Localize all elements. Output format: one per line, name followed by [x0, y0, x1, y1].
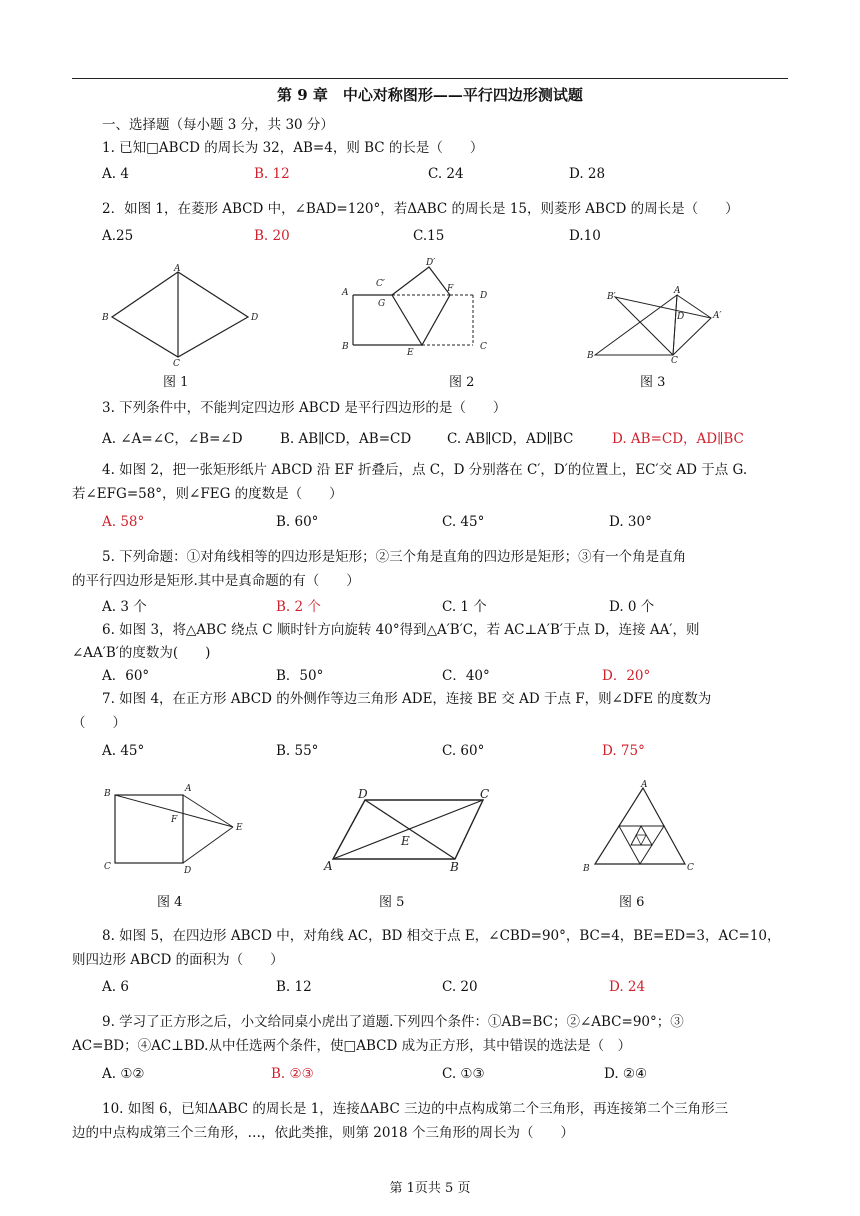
- fig6-label: B: [583, 864, 590, 874]
- fig2-label: G: [378, 299, 386, 309]
- fig2-label: D: [480, 291, 488, 301]
- question-10-stem-line1: 10. 如图 6，已知ΔABC 的周长是 1，连接ΔABC 三边的中点构成第二个三角形，再连接第二个三角形三: [102, 1101, 729, 1117]
- q1-option-a: A. 4: [102, 166, 129, 182]
- q5-option-b: B. 2 个: [276, 599, 321, 615]
- fig4-label: C: [104, 862, 111, 872]
- question-4-stem-line1: 4. 如图 2，把一张矩形纸片 ABCD 沿 EF 折叠后，点 C，D 分别落在 C′，D′的位置上，EC′交 AD 于点 G.: [102, 462, 748, 478]
- q2-option-b: B. 20: [254, 228, 290, 244]
- q2-option-c: C.15: [413, 228, 445, 244]
- fig1-label: A: [174, 264, 181, 274]
- figure-1-caption: 图 1: [163, 375, 189, 390]
- fig4-label: D: [184, 866, 192, 876]
- question-6-stem-line1: 6. 如图 3，将△ABC 绕点 C 顺时针方向旋转 40°得到△A′B′C，若 AC⊥A′B′于点 D，连接 AA′，则: [102, 622, 700, 638]
- figure-5-caption: 图 5: [379, 895, 405, 910]
- fig2-label: B: [342, 342, 349, 352]
- fig2-label: C′: [376, 279, 385, 289]
- q3-option-a: A. ∠A=∠C，∠B=∠D: [102, 431, 243, 447]
- fig5-label: B: [450, 860, 459, 874]
- fig5-label: D: [358, 787, 368, 801]
- question-10-stem-line2: 边的中点构成第三个三角形，…，依此类推，则第 2018 个三角形的周长为（ ）: [72, 1125, 574, 1141]
- q6-option-d: D．20°: [602, 668, 651, 684]
- q5-option-d: D. 0 个: [609, 599, 655, 615]
- question-7-stem-line1: 7. 如图 4，在正方形 ABCD 的外侧作等边三角形 ADE，连接 BE 交 AD 于点 F，则∠DFE 的度数为: [102, 691, 712, 707]
- fig3-label: B′: [607, 292, 616, 302]
- fig4-label: F: [171, 815, 178, 825]
- q6-option-a: A．60°: [102, 668, 150, 684]
- q1-option-d: D. 28: [569, 166, 606, 182]
- q4-option-d: D. 30°: [609, 514, 652, 530]
- figure-4-square-triangle: [100, 780, 260, 880]
- fig1-label: D: [251, 313, 259, 323]
- q2-option-a: A.25: [102, 228, 134, 244]
- fig4-label: A: [185, 784, 192, 794]
- q9-option-b: B. ②③: [271, 1066, 314, 1082]
- q7-option-d: D. 75°: [602, 743, 645, 759]
- q8-option-a: A. 6: [102, 979, 129, 995]
- question-8-stem-line2: 则四边形 ABCD 的面积为（ ）: [72, 952, 284, 968]
- question-5-stem-line1: 5. 下列命题：①对角线相等的四边形是矩形；②三个角是直角的四边形是矩形；③有一个角是直角: [102, 549, 687, 565]
- q8-option-c: C. 20: [442, 979, 478, 995]
- figure-3-rotation: [585, 285, 735, 370]
- figure-4-caption: 图 4: [157, 895, 183, 910]
- q5-option-a: A. 3 个: [102, 599, 147, 615]
- fig2-label: A: [342, 288, 349, 298]
- question-8-stem-line1: 8. 如图 5，在四边形 ABCD 中，对角线 AC，BD 相交于点 E，∠CBD=90°，BC=4，BE=ED=3，AC=10，: [102, 928, 781, 944]
- q6-option-c: C．40°: [442, 668, 490, 684]
- q5-option-c: C. 1 个: [442, 599, 487, 615]
- fig5-label: A: [324, 859, 333, 873]
- q3-option-d: D. AB=CD，AD∥BC: [612, 431, 744, 447]
- section-heading: 一、选择题（每小题 3 分，共 30 分）: [102, 117, 334, 133]
- q4-option-a: A. 58°: [102, 514, 145, 530]
- fig2-label: D′: [426, 258, 436, 268]
- q3-option-c: C. AB∥CD，AD∥BC: [447, 431, 574, 447]
- figure-6-nested-triangles: [580, 778, 694, 878]
- q4-option-b: B. 60°: [276, 514, 319, 530]
- fig3-label: C: [671, 356, 678, 366]
- figure-6-caption: 图 6: [619, 895, 645, 910]
- fig3-label: A′: [713, 311, 722, 321]
- q9-option-c: C. ①③: [442, 1066, 485, 1082]
- fig1-label: C: [173, 359, 180, 369]
- figure-2-caption: 图 2: [449, 375, 475, 390]
- fig3-label: A: [674, 286, 681, 296]
- q7-option-b: B. 55°: [276, 743, 319, 759]
- figure-1-rhombus: [100, 262, 270, 368]
- figure-3-caption: 图 3: [640, 375, 666, 390]
- q8-option-d: D. 24: [609, 979, 646, 995]
- question-9-stem-line2: AC=BD；④AC⊥BD.从中任选两个条件，使□ABCD 成为正方形，其中错误的选法是（ ）: [72, 1038, 632, 1054]
- fig3-label: D: [677, 312, 685, 322]
- fig5-label: C: [480, 787, 490, 801]
- fig2-label: C: [480, 342, 487, 352]
- fig6-label: C: [687, 863, 694, 873]
- q1-option-b: B. 12: [254, 166, 290, 182]
- figure-5-quadrilateral: [320, 785, 500, 880]
- q3-option-b: B. AB∥CD，AB=CD: [280, 431, 412, 447]
- question-4-stem-line2: 若∠EFG=58°，则∠FEG 的度数是（ ）: [72, 486, 343, 502]
- question-1-stem: 1. 已知□ABCD 的周长为 32，AB=4，则 BC 的长是（ ）: [102, 140, 484, 156]
- fig6-label: A: [641, 780, 648, 790]
- question-6-stem-line2: ∠AA′B′的度数为( ): [72, 645, 211, 661]
- fig4-label: E: [236, 823, 243, 833]
- page-title: 第 9 章 中心对称图形——平行四边形测试题: [277, 86, 583, 104]
- fig3-label: B: [587, 351, 594, 361]
- fig5-label: E: [401, 834, 410, 848]
- header-rule: [72, 78, 788, 79]
- q2-option-d: D.10: [569, 228, 601, 244]
- q8-option-b: B. 12: [276, 979, 312, 995]
- q9-option-d: D. ②④: [604, 1066, 648, 1082]
- page-footer: 第 1页共 5 页: [389, 1181, 471, 1196]
- figure-2-folded-rectangle: [340, 255, 500, 365]
- fig2-label: F: [447, 284, 454, 294]
- question-3-stem: 3. 下列条件中，不能判定四边形 ABCD 是平行四边形的是（ ）: [102, 400, 507, 416]
- q6-option-b: B．50°: [276, 668, 324, 684]
- q4-option-c: C. 45°: [442, 514, 485, 530]
- fig2-label: E: [407, 348, 414, 358]
- q7-option-a: A. 45°: [102, 743, 145, 759]
- fig4-label: B: [104, 789, 111, 799]
- fig1-label: B: [102, 313, 109, 323]
- q1-option-c: C. 24: [428, 166, 464, 182]
- question-7-stem-line2: （ ）: [72, 715, 126, 731]
- question-9-stem-line1: 9. 学习了正方形之后，小文给同桌小虎出了道题.下列四个条件：①AB=BC；②∠ABC=90°；③: [102, 1014, 684, 1030]
- question-5-stem-line2: 的平行四边形是矩形.其中是真命题的有（ ）: [72, 573, 360, 589]
- q7-option-c: C. 60°: [442, 743, 485, 759]
- q9-option-a: A. ①②: [102, 1066, 145, 1082]
- question-2-stem: 2．如图 1，在菱形 ABCD 中，∠BAD=120°，若ΔABC 的周长是 15，则菱形 ABCD 的周长是（ ）: [102, 201, 739, 217]
